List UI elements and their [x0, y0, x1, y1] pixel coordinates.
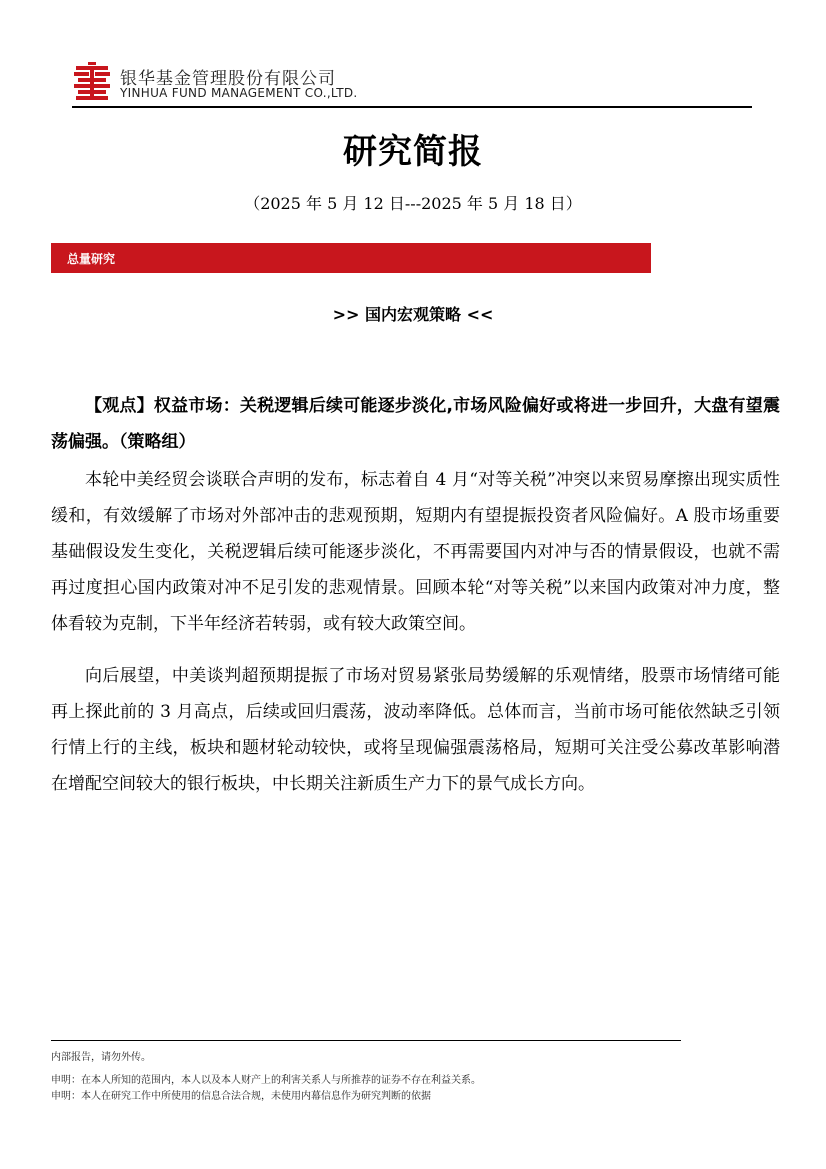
header-divider [72, 106, 752, 108]
section-label: 总量研究 [67, 252, 116, 266]
body-paragraph-1: 本轮中美经贸会谈联合声明的发布，标志着自 4 月“对等关税”冲突以来贸易摩擦出现实质性缓和，有效缓解了市场对外部冲击的悲观预期，短期内有望提振投资者风险偏好。A 股市场重要基础假设发生变化，关税逻辑后续可能逐步淡化，不再需要国内对冲与否的情景假设，也就不需再过度担心国内政策对冲不足引发的悲观情景。回顾本轮“对等关税”以来国内政策对冲力度，整体看较为克制，下半年经济若转弱，或有较大政策空间。 [51, 470, 780, 634]
company-name-cn: 银华基金管理股份有限公司 [120, 69, 336, 89]
date-range: （2025 年 5 月 12 日---2025 年 5 月 18 日） [244, 194, 582, 213]
footer-divider [51, 1040, 681, 1041]
section-subheading: >> 国内宏观策略 << [332, 305, 494, 324]
company-name-en: YINHUA FUND MANAGEMENT CO.,LTD. [120, 86, 358, 100]
letterhead [72, 60, 752, 110]
page-title: 研究简报 [343, 132, 483, 172]
company-logo-icon [72, 62, 112, 100]
disclaimer-1: 申明：在本人所知的范围内，本人以及本人财产上的利害关系人与所推荐的证券不存在利益关系。 [51, 1075, 481, 1086]
section-banner [51, 243, 651, 273]
report-body [51, 388, 780, 802]
body-paragraph-2: 向后展望，中美谈判超预期提振了市场对贸易紧张局势缓解的乐观情绪，股票市场情绪可能再上探此前的 3 月高点，后续或回归震荡，波动率降低。总体而言，当前市场可能依然缺乏引领行情上行的主线，板块和题材轮动较快，或将呈现偏强震荡格局，短期可关注受公募改革影响潜在增配空间较大的银行板块，中长期关注新质生产力下的景气成长方向。 [51, 666, 780, 794]
internal-notice: 内部报告，请勿外传。 [51, 1052, 151, 1063]
disclaimer-2: 申明：本人在研究工作中所使用的信息合法合规，未使用内幕信息作为研究判断的依据 [51, 1091, 431, 1102]
viewpoint-paragraph: 【观点】权益市场：关税逻辑后续可能逐步淡化,市场风险偏好或将进一步回升，大盘有望震荡偏强。（策略组） [51, 396, 780, 452]
